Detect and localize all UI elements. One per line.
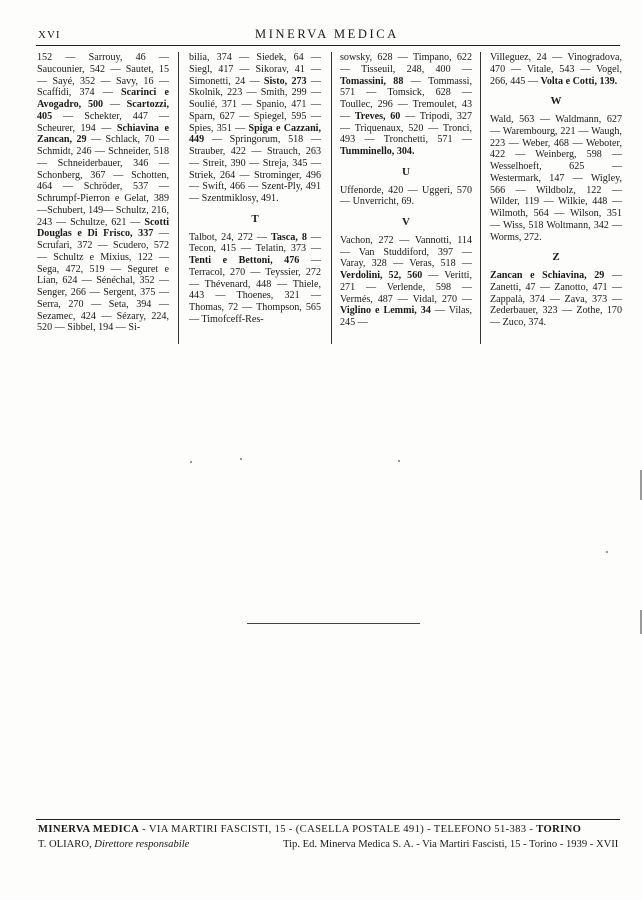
author-entry-bold: Schiavina e Zancan, 29	[37, 122, 169, 146]
index-paragraph	[189, 52, 321, 205]
footer-printer: Tip. Ed. Minerva Medica S. A. - Via Martiri Fascisti, 15 - Torino - 1939 - XVII	[283, 839, 619, 850]
section-letter: T	[251, 212, 259, 225]
author-entry-bold: Spiga e Cazzani, 449	[189, 122, 322, 146]
index-paragraph	[490, 114, 622, 243]
index-paragraph	[490, 270, 622, 329]
author-entry-bold: Sisto, 273	[263, 75, 307, 87]
section-letter: Z	[552, 251, 560, 264]
author-entry-bold: Treves, 60	[354, 110, 401, 122]
footer-publisher-line	[38, 824, 618, 835]
author-entries: Talbot, 24, 272 —	[189, 231, 272, 243]
footer-journal-name: MINERVA MEDICA	[38, 824, 140, 835]
author-entries: — Springorum, 518 — Strauber, 422 — Strauch, 263 — Streit, 390 — Streja, 345 — Striek, 264 — Strominger, 496 — Swift, 466 — Szent-Ply, 491 — Szentmiklosy, 491.	[189, 134, 321, 204]
index-column-4	[490, 52, 622, 342]
page-number: XVI	[38, 29, 61, 41]
index-column-1	[37, 52, 169, 342]
footer-director-role: Direttore responsabile	[94, 839, 190, 850]
author-entry-bold: Tomassini, 88	[340, 75, 404, 87]
author-entries: Uffenorde, 420 — Uggeri, 570 — Unverricht, 69.	[340, 184, 472, 208]
header-rule	[36, 45, 620, 46]
author-entries: — Schekter, 447 — Scheurer, 194 —	[37, 110, 169, 134]
paper-speck	[606, 551, 608, 553]
author-entries: — Vilas, 245 —	[340, 305, 472, 328]
author-entries: — Veritti, 271 — Verlende, 598 — Vermés, 487 — Vidal, 270 —	[340, 270, 472, 305]
author-entries: — Tripodi, 327 — Triquenaux, 520 — Tronci, 493 — Tronchetti, 571 —	[340, 110, 472, 146]
author-entries: — Tommassi, 571 — Tomsick, 628 — Toullec, 296 — Tremoulet, 43 —	[340, 75, 472, 122]
author-entries: — Scrufari, 372 — Scudero, 572 — Schultz e Mixius, 122 — Sega, 472, 519 — Seguret e Lian, 624 — Sénéchal, 352 — Senger, 266 — Sergent, 375 — Serra, 270 — Seta, 394 — Sezamec, 424 — Sézary, 224, 520 — Sibbel, 194 — Si-	[37, 228, 170, 334]
footer-credits-line	[38, 839, 618, 850]
index-paragraph	[490, 52, 622, 87]
author-entry-bold: Volta e Cotti, 139.	[540, 75, 618, 87]
author-entries: — Tecon, 415 — Telatin, 373 —	[189, 231, 321, 255]
author-entries: sowsky, 628 — Timpano, 622 — Tisseuil, 248, 400 —	[340, 52, 472, 75]
column-divider	[480, 52, 481, 344]
column-divider	[331, 52, 332, 344]
index-column-3	[340, 52, 472, 342]
index-paragraph	[340, 235, 472, 329]
paper-speck	[240, 458, 242, 460]
author-entry-bold: Verdolini, 52, 560	[340, 270, 423, 281]
author-entry-bold: Scarinci e Avogadro, 500	[37, 87, 169, 110]
author-entry-bold: Tasca, 8	[271, 231, 307, 243]
author-entry-bold: Zancan e Schiavina, 29	[490, 270, 605, 281]
index-paragraph	[340, 52, 472, 158]
author-entries: bilia, 374 — Siedek, 64 — Siegl, 417 — Sikorav, 41 — Simonetti, 24 —	[189, 52, 321, 87]
section-letter: V	[402, 216, 410, 228]
author-entry-bold: Tumminello, 304.	[340, 146, 415, 157]
footer-rule	[36, 819, 620, 820]
author-entries: Wald, 563 — Waldmann, 627 — Warembourg, 221 — Waugh, 223 — Weber, 468 — Weboter, 422 — Weinberg, 598 — Wesselhoeft, 625 — Westermark, 147 — Wigley, 566 — Wildbolz, 122 — Wilder, 119 — Wilkie, 448 — Wilmoth, 564 — Wilson, 351 — Wiss, 518 Woltmann, 342 — Worms, 272.	[490, 114, 622, 243]
paper-speck	[190, 461, 192, 463]
column-divider	[178, 52, 179, 344]
index-paragraph	[189, 232, 321, 326]
author-entries: Villeguez, 24 — Vinogradova, 470 — Vitale, 543 — Vogel, 266, 445 —	[490, 52, 622, 87]
author-entry-bold: Viglino e Lemmi, 34	[340, 305, 431, 317]
section-letter: U	[402, 165, 410, 178]
footer-city: TORINO	[536, 824, 582, 835]
author-entry-bold: Tenti e Bettoni, 476	[189, 255, 300, 266]
author-entry-bold: Scartozzi, 405	[37, 99, 169, 122]
author-entries: Vachon, 272 — Vannotti, 114 — Van Studdiford, 397 — Varay, 328 — Veras, 518 —	[340, 234, 472, 270]
author-entry-bold: Scotti Douglas e Di Frisco, 337	[37, 216, 169, 240]
index-paragraph	[340, 185, 472, 209]
section-letter: W	[550, 95, 562, 108]
author-entries: —	[103, 99, 127, 110]
author-entries: 152 — Sarrouy, 46 — Saucounier, 542 — Sautet, 15 — Sayé, 352 — Savy, 16 — Scaffidi, 374 —	[37, 52, 169, 99]
footer-director-name: T. OLIARO,	[38, 839, 95, 850]
index-column-2	[189, 52, 321, 342]
paper-speck	[398, 460, 400, 462]
author-entries: — Zanetti, 47 — Zanotto, 471 — Zappalà, 374 — Zava, 373 — Zederbauer, 323 — Zothe, 170 — Zuco, 374.	[490, 270, 622, 328]
index-paragraph	[37, 52, 169, 334]
author-entries: — Terracol, 270 — Teyssier, 272 — Thévenard, 448 — Thiele, 443 — Thoenes, 321 — Thomas, 72 — Thompson, 565 — Timofceff-Res-	[189, 255, 321, 325]
footer-address: - VIA MARTIRI FASCISTI, 15 - (CASELLA POSTALE 491) - TELEFONO 51-383 -	[139, 824, 537, 835]
journal-title: MINERVA MEDICA	[255, 27, 399, 41]
end-rule	[247, 623, 420, 624]
author-entries: — Skolnik, 223 — Smith, 299 — Soulié, 371 — Spanio, 471 — Sparn, 627 — Spiegel, 595 — Spies, 351 —	[189, 75, 321, 134]
author-entries: — Schlack, 70 — Schmidt, 246 — Schneider, 518 — Schneiderbauer, 346 — Schonberg, 367 — Schotten, 464 — Schröder, 537 — Schrumpf-Pierron e Gelat, 389—Schubert, 149— Schultz, 216, 243 — Schultze, 621 —	[37, 134, 169, 228]
